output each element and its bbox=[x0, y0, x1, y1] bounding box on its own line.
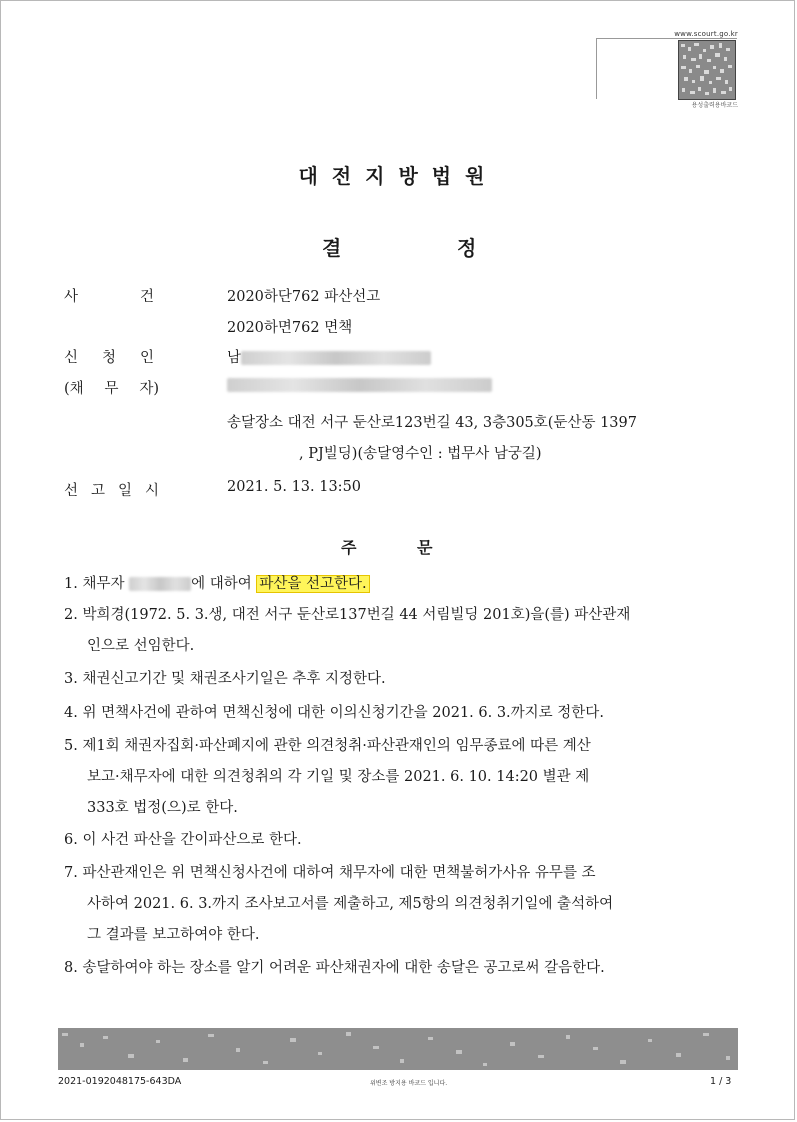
highlighted-order-text: 파산을 선고한다. bbox=[256, 575, 369, 593]
anti-forgery-notice: 위변조 방지용 바코드 입니다. bbox=[370, 1080, 448, 1087]
case-number-discharge: 2020하면762 면책 bbox=[227, 320, 353, 336]
order-number: 2. bbox=[64, 607, 78, 623]
order-number: 5. bbox=[64, 738, 78, 754]
order-item-1 bbox=[64, 572, 370, 593]
barcode-url: www.scourt.go.kr bbox=[674, 30, 738, 38]
qr-barcode-image bbox=[678, 40, 736, 100]
redacted-address bbox=[227, 378, 492, 392]
case-number-bankruptcy: 2020하단762 파산선고 bbox=[227, 289, 381, 305]
order-item-5-cont-2: 333호 법정(으)로 한다. bbox=[87, 800, 238, 816]
order-number: 8. bbox=[64, 960, 78, 976]
order-text: 박희경(1972. 5. 3.생, 대전 서구 둔산로137번길 44 서림빌딩 201호)을(를) 파산관재 bbox=[82, 607, 631, 623]
order-item-6 bbox=[64, 828, 302, 849]
delivery-address-line-2: , PJ빌딩)(송달영수인 : 법무사 남궁길) bbox=[299, 446, 542, 462]
order-item-7-cont-1: 사하여 2021. 6. 3.까지 조사보고서를 제출하고, 제5항의 의견청취기일에 출석하여 bbox=[87, 896, 614, 912]
case-label bbox=[64, 285, 154, 306]
main-order-heading-char-2: 문 bbox=[417, 538, 433, 557]
barcode-label: 용성출력용바코드 bbox=[691, 102, 738, 109]
applicant-label bbox=[64, 346, 154, 367]
doc-title-char-1: 결 bbox=[322, 236, 342, 260]
order-text: 송달하여야 하는 장소를 알기 어려운 파산채권자에 대한 송달은 공고로써 갈음한다. bbox=[82, 960, 605, 976]
barcode-block bbox=[596, 30, 738, 116]
order-text: 에 대하여 bbox=[191, 576, 252, 592]
declaration-label-char: 일 bbox=[117, 483, 132, 499]
declaration-label-char: 고 bbox=[90, 483, 105, 499]
declaration-label-char: 선 bbox=[64, 483, 79, 499]
order-item-7-cont-2: 그 결과를 보고하여야 한다. bbox=[87, 927, 260, 943]
redacted-applicant-info bbox=[241, 351, 431, 365]
order-number: 6. bbox=[64, 832, 78, 848]
debtor-label-char: 자) bbox=[139, 381, 159, 397]
order-number: 4. bbox=[64, 705, 78, 721]
court-name: 대전지방법원 bbox=[298, 164, 499, 188]
debtor-label-char: (채 bbox=[64, 381, 84, 397]
order-item-2-cont: 인으로 선임한다. bbox=[87, 638, 195, 654]
applicant-address bbox=[227, 377, 492, 393]
applicant-name-prefix: 남 bbox=[227, 350, 242, 366]
page-number: 1 / 3 bbox=[710, 1076, 732, 1087]
applicant-name bbox=[227, 346, 431, 367]
order-item-5-cont-1: 보고·채무자에 대한 의견청취의 각 기일 및 장소를 2021. 6. 10. 14:20 별관 제 bbox=[87, 769, 590, 785]
case-label-char: 건 bbox=[139, 289, 154, 305]
order-item-4 bbox=[64, 701, 604, 722]
order-item-5 bbox=[64, 734, 591, 755]
order-text: 채권신고기간 및 채권조사기일은 추후 지정한다. bbox=[82, 671, 386, 687]
order-item-2 bbox=[64, 603, 630, 624]
order-item-7 bbox=[64, 861, 596, 882]
doc-title-char-2: 정 bbox=[457, 236, 477, 260]
order-text: 제1회 채권자집회·파산폐지에 관한 의견청취·파산관재인의 임무종료에 따른 계산 bbox=[82, 738, 591, 754]
redacted-debtor-name bbox=[129, 577, 191, 591]
applicant-label-char: 신 bbox=[64, 350, 79, 366]
document-id: 2021-0192048175-643DA bbox=[58, 1076, 182, 1087]
order-text: 위 면책사건에 관하여 면책신청에 대한 이의신청기간을 2021. 6. 3.까지로 정한다. bbox=[82, 705, 604, 721]
order-number: 7. bbox=[64, 865, 78, 881]
order-text: 이 사건 파산을 간이파산으로 한다. bbox=[82, 832, 302, 848]
order-item-8 bbox=[64, 956, 605, 977]
order-number: 1. bbox=[64, 576, 78, 592]
declaration-label bbox=[64, 479, 159, 500]
applicant-label-char: 청 bbox=[101, 350, 116, 366]
debtor-label bbox=[64, 377, 159, 398]
delivery-address-line-1: 송달장소 대전 서구 둔산로123번길 43, 3층305호(둔산동 1397 bbox=[227, 415, 637, 431]
order-text: 채무자 bbox=[82, 576, 125, 592]
declaration-datetime: 2021. 5. 13. 13:50 bbox=[227, 479, 362, 495]
debtor-label-char: 무 bbox=[104, 381, 119, 397]
applicant-label-char: 인 bbox=[139, 350, 154, 366]
case-label-char: 사 bbox=[64, 289, 79, 305]
order-item-3 bbox=[64, 667, 386, 688]
declaration-label-char: 시 bbox=[144, 483, 159, 499]
order-text: 파산관재인은 위 면책신청사건에 대하여 채무자에 대한 면책불허가사유 유무를 조 bbox=[82, 865, 596, 881]
order-number: 3. bbox=[64, 671, 78, 687]
main-order-heading-char-1: 주 bbox=[341, 538, 357, 557]
anti-forgery-barcode-band bbox=[58, 1028, 738, 1070]
